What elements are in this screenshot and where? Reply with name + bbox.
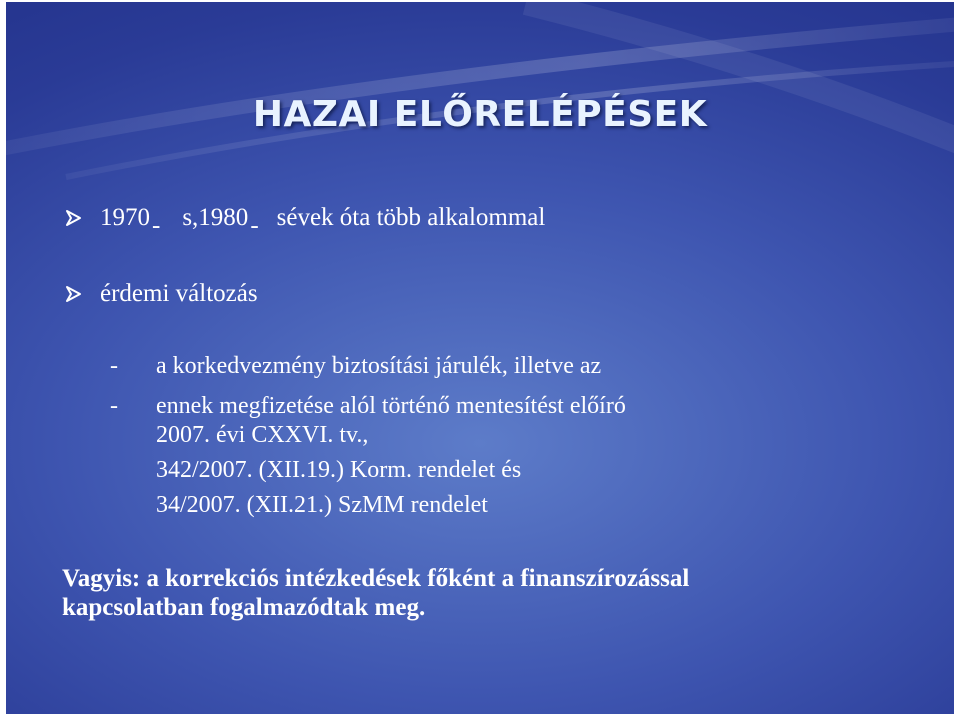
slide: HAZAI ELŐRELÉPÉSEK 1970- s,1980- sévek óta több alkalommal érdemi változás - a korkedvezmény biztosítási járulék, illetve az - ennek megfizetése alól történő mentesítést előíró 2007. évi CXXVI. tv., 342/2007. (XII.19.) Korm. rendelet és 34/2007. (XII.21.) SzMM rendelet Vagyis: a korrekciós intézkedések főként a finanszírozással kapcsolatban fogalmazódtak meg. [6,2,954,714]
summary-line: Vagyis: a korrekciós intézkedések főként a finanszírozással [62,565,690,592]
law-reference: 34/2007. (XII.21.) SzMM rendelet [156,492,488,518]
slide-title: HAZAI ELŐRELÉPÉSEK [252,94,708,135]
summary-line: kapcsolatban fogalmazódtak meg. [62,594,426,621]
arrow-bullet-icon [64,284,84,304]
law-reference: 342/2007. (XII.19.) Korm. rendelet és [156,457,522,483]
bullet-label: 1970- s,1980- sévek óta több alkalommal [100,204,546,239]
law-reference: 2007. évi CXXVI. tv., [156,422,369,448]
bullet-label: érdemi változás [100,280,258,307]
arrow-bullet-icon [64,208,84,228]
